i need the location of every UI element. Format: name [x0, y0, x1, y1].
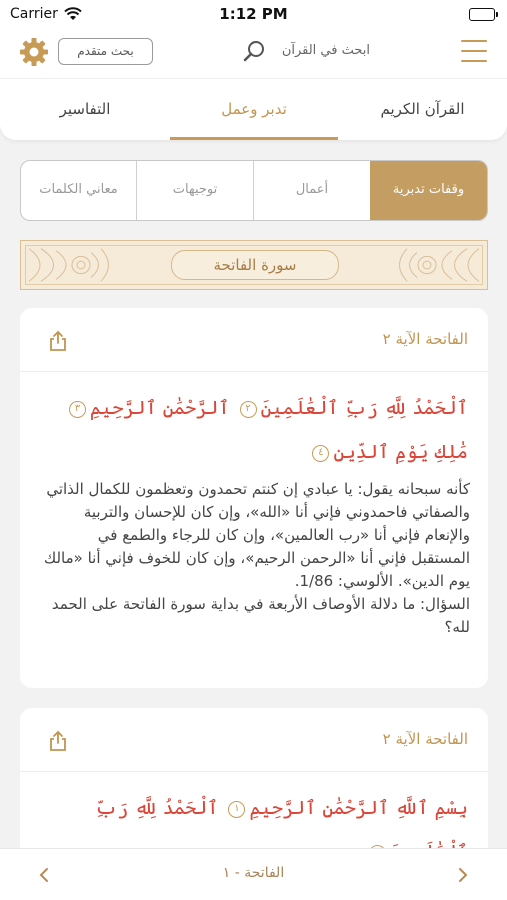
verse-segment: ٱلرَّحْمَٰنِ ٱلرَّحِيمِ: [89, 397, 230, 419]
current-position-label: الفاتحة - ١: [222, 865, 285, 881]
status-bar: [0, 0, 507, 28]
ayah-number-marker: ٣: [69, 401, 86, 418]
tab-tafsir[interactable]: التفاسير: [59, 100, 111, 118]
verse-segment: ٱلْحَمْدُ لِلَّهِ رَبِّ ٱلْعَٰلَمِينَ: [260, 397, 468, 419]
surah-title: سورة الفاتحة: [171, 250, 339, 280]
tafsir-paragraph: كأنه سبحانه يقول: يا عبادي إن كنتم تحمدون وتعظمون للكمال الذاتي والصفاتي فاحمدوني فإني أنا «الله»، وإن كان للإحسان والتربية والإنعام فإني أنا «رب العالمين»، وإن كان للرجاء والطمع في المستقبل فإني أنا «الرحمن الرحيم»، وإن كان للخوف فإني أنا «مالك يوم الدين». الألوسي: 1/86.: [43, 480, 470, 590]
ayah-number-marker: ١: [228, 801, 245, 818]
ayah-label: الفاتحة الآية ٢: [382, 330, 468, 348]
active-tab-indicator: [170, 137, 338, 140]
ayah-number-marker: ٤: [312, 445, 329, 462]
segment-word-meanings[interactable]: معاني الكلمات: [39, 182, 118, 197]
segment-guidance[interactable]: توجيهات: [136, 161, 253, 220]
segment-reflections[interactable]: وقفات تدبرية: [370, 161, 487, 220]
verse-segment: ٱلْحَمْدُ لِلَّهِ رَبِّ: [95, 797, 219, 819]
search-placeholder: ابحث في القرآن: [281, 43, 370, 58]
status-time: 1:12 PM: [219, 5, 288, 23]
nav-bar: [0, 28, 507, 78]
ayah-number-marker: ٢: [240, 401, 257, 418]
segment-actions[interactable]: أعمال: [253, 161, 370, 220]
surah-banner: [20, 240, 488, 290]
reflection-card: [20, 308, 488, 688]
menu-icon[interactable]: [461, 40, 487, 64]
search-input[interactable]: [240, 38, 370, 66]
carrier-label: Carrier: [10, 6, 58, 22]
verse-segment: مَٰلِكِ يَوْمِ ٱلدِّينِ: [333, 441, 468, 463]
search-icon: [242, 39, 266, 67]
reflection-card: [20, 708, 488, 868]
bottom-navigation: [0, 848, 507, 900]
ornament-right: [392, 241, 487, 289]
battery-icon: [469, 8, 495, 21]
chevron-right-icon[interactable]: [457, 867, 469, 887]
tab-tadabbur[interactable]: تدبر وعمل: [221, 100, 287, 118]
gear-icon[interactable]: [18, 36, 50, 68]
reflection-question: السؤال: ما دلالة الأوصاف الأربعة في بداية سورة الفاتحة على الحمد لله؟: [51, 595, 470, 636]
verse-segment: بِسْمِ ٱللَّهِ ٱلرَّحْمَٰنِ ٱلرَّحِيمِ: [249, 797, 468, 819]
ornament-left: [21, 241, 116, 289]
advanced-search-button[interactable]: بحث متقدم: [58, 38, 153, 65]
segmented-control: [20, 160, 488, 221]
main-tabs: [0, 78, 507, 140]
tafsir-text: [38, 478, 470, 639]
tab-quran[interactable]: القرآن الكريم: [380, 100, 465, 118]
share-icon[interactable]: [48, 330, 68, 356]
card-header: [20, 308, 488, 372]
share-icon[interactable]: [48, 730, 68, 756]
card-header: [20, 708, 488, 772]
verse-text: [40, 386, 468, 474]
ayah-label: الفاتحة الآية ٢: [382, 730, 468, 748]
